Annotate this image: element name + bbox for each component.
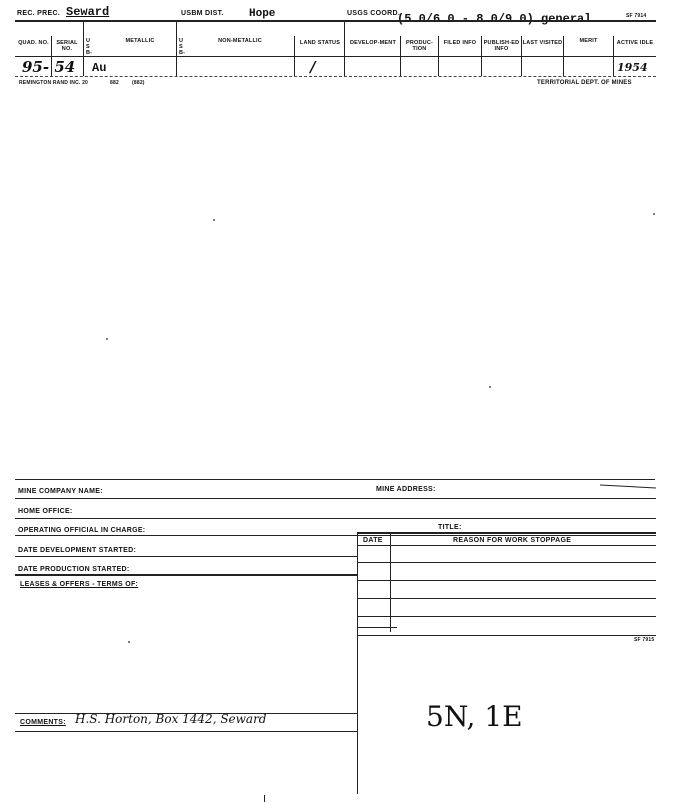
col-production: PRODUC-TION	[405, 40, 434, 52]
rule	[15, 518, 656, 519]
rule	[357, 562, 656, 563]
col-usb-metallic: U S B-	[86, 38, 93, 56]
location-note: 5N, 1E	[426, 700, 523, 733]
form-number-bottom: SF 7915	[634, 637, 655, 643]
title-label: TITLE:	[438, 524, 462, 531]
col-usb-nonmetallic: U S B-	[179, 38, 186, 56]
col-land-status: LAND STATUS	[299, 40, 341, 46]
reason-column-label: REASON FOR WORK STOPPAGE	[453, 537, 572, 544]
comments-label: COMMENTS:	[20, 719, 66, 726]
scan-speck	[653, 213, 655, 215]
top-rule	[15, 20, 656, 22]
dept-imprint: TERRITORIAL DEPT. OF MINES	[537, 80, 632, 86]
row-top-rule	[15, 56, 656, 57]
col-last-visited: LAST VISITED	[522, 40, 563, 46]
row-bottom-rule	[15, 76, 656, 77]
usgs-coord-value: (5.0/6.0 - 8.0/9.0) general	[397, 12, 592, 26]
rule	[357, 545, 656, 546]
comments-value: H.S. Horton, Box 1442, Seward	[75, 712, 267, 726]
divider	[344, 20, 345, 76]
col-active-idle: ACTIVE IDLE	[616, 40, 654, 46]
rule	[357, 627, 397, 628]
col-metallic: METALLIC	[125, 38, 155, 44]
rec-prec-value: Seward	[66, 5, 110, 19]
metallic-value: Au	[92, 61, 107, 75]
col-development: DEVELOP-MENT	[349, 40, 397, 46]
divider	[390, 532, 391, 632]
rule	[15, 535, 656, 536]
home-office-label: HOME OFFICE:	[18, 508, 73, 515]
rule	[357, 580, 656, 581]
scan-speck	[213, 219, 215, 221]
col-filed-info: FILED INFO	[443, 40, 477, 46]
form-number-top: SF 7914	[626, 13, 647, 19]
rule	[15, 498, 656, 499]
printer-code: 882	[110, 80, 119, 86]
divider	[294, 36, 295, 76]
rule	[15, 574, 357, 576]
printer-code-paren: (882)	[132, 80, 145, 86]
col-serial-no: SERIAL NO.	[56, 40, 78, 52]
quad-serial-value: 95- 54	[22, 58, 76, 76]
divider	[176, 20, 177, 76]
rec-prec-label: REC. PREC.	[17, 10, 61, 17]
scan-speck	[106, 338, 108, 340]
leases-label: LEASES & OFFERS - TERMS OF:	[20, 581, 139, 588]
land-status-value: /	[310, 58, 316, 76]
rule	[15, 556, 357, 557]
printer-imprint: REMINGTON RAND INC. 20	[19, 80, 89, 86]
col-published-info: PUBLISH-ED INFO	[483, 40, 520, 52]
rule	[357, 616, 656, 617]
rule	[357, 635, 656, 636]
col-non-metallic: NON-METALLIC	[218, 38, 262, 44]
mine-address-label: MINE ADDRESS:	[376, 486, 436, 493]
col-merit: MERIT	[579, 38, 598, 44]
scan-speck	[128, 641, 130, 643]
dev-started-label: DATE DEVELOPMENT STARTED:	[18, 547, 137, 554]
usgs-coord-label: USGS COORD.	[347, 10, 401, 17]
card-corner-mark	[600, 485, 656, 489]
rule	[15, 731, 357, 732]
operating-official-label: OPERATING OFFICIAL IN CHARGE:	[18, 527, 146, 534]
usbm-dist-label: USBM DIST.	[181, 10, 224, 17]
mine-company-name-label: MINE COMPANY NAME:	[18, 488, 103, 495]
divider	[83, 20, 84, 76]
col-quad-no: QUAD. NO.	[18, 40, 49, 46]
rule	[357, 598, 656, 599]
scan-mark	[264, 795, 265, 802]
scan-speck	[489, 386, 491, 388]
usbm-dist-value: Hope	[249, 8, 276, 20]
prod-started-label: DATE PRODUCTION STARTED:	[18, 566, 130, 573]
card-top-edge	[15, 479, 655, 480]
year-value: 1954	[617, 61, 648, 74]
divider	[357, 532, 358, 794]
rule	[357, 532, 656, 534]
date-column-label: DATE	[363, 537, 383, 544]
